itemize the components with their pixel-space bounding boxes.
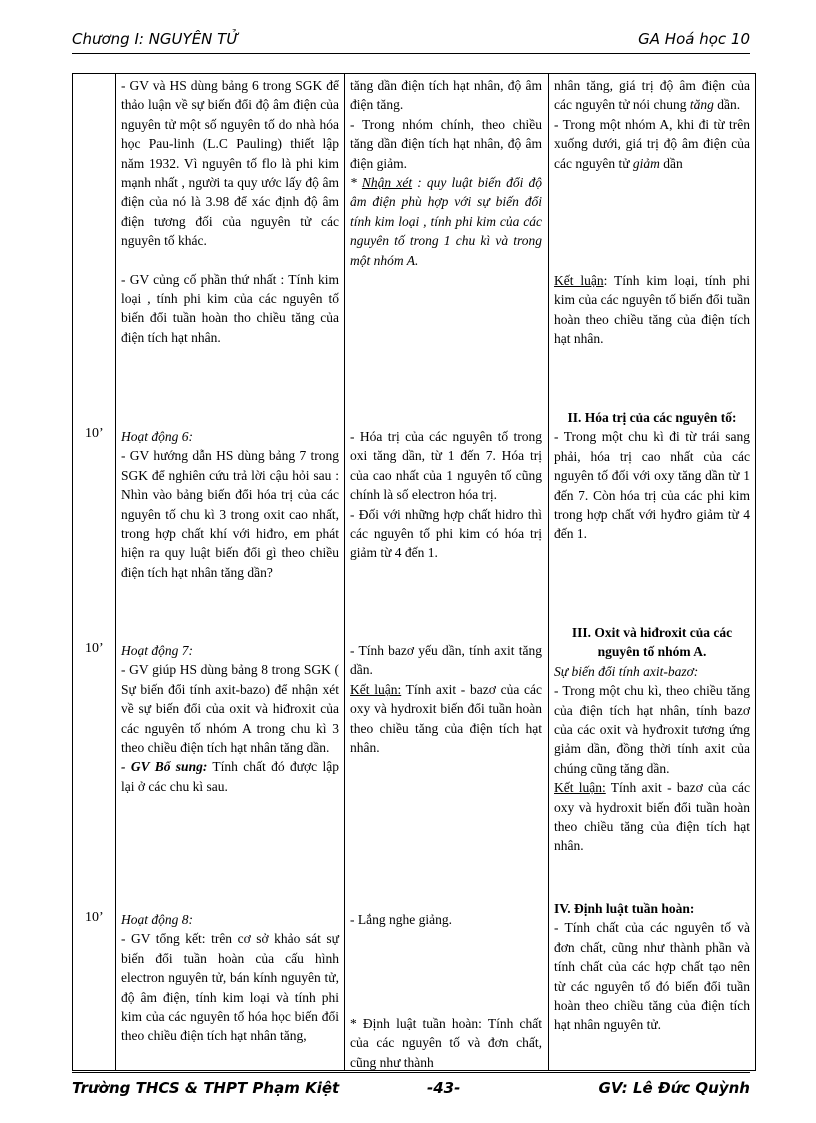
content-p1-b: dần. — [713, 97, 741, 113]
student-hd7-text1: - Tính bazơ yếu dần, tính axit tăng dần. — [350, 643, 542, 678]
col-divider-2 — [344, 74, 345, 1070]
content-p1 — [554, 76, 750, 115]
content-p2-it: giảm — [632, 155, 660, 171]
page-footer — [72, 1079, 750, 1103]
content-column — [554, 76, 750, 173]
col-divider-1 — [115, 74, 116, 1070]
page-number: -43- — [427, 1079, 461, 1097]
col-divider-3 — [548, 74, 549, 1070]
content-section-3 — [554, 623, 750, 856]
student-p2: - Trong nhóm chính, theo chiều tăng dần điện tích hạt nhân, độ âm điện giảm. — [350, 116, 542, 171]
section-3-text: - Trong một chu kì, theo chiều tăng của điện tích hạt nhân, tính bazơ của các oxit và hyđroxit tương ứng giảm dần, đồng thời tính axit của chúng cũng tăng dần. — [554, 683, 750, 776]
footer-divider — [72, 1072, 750, 1073]
student-column — [350, 76, 542, 270]
hd8-title: Hoạt động 8: — [121, 912, 193, 927]
content-section-4 — [554, 899, 750, 1035]
header-subject: GA Hoá học 10 — [638, 30, 750, 48]
section-4-title: IV. Định luật tuần hoàn: — [554, 901, 695, 916]
footer-teacher: GV: Lê Đức Quỳnh — [598, 1079, 750, 1097]
page-header — [72, 30, 750, 54]
content-p2-a: - Trong một nhóm A, khi đi từ trên xuống dưới, giá trị độ âm điện của các nguyên tử — [554, 116, 750, 171]
student-hd8 — [350, 910, 542, 929]
section-2-title: II. Hóa trị của các nguyên tố: — [567, 410, 737, 425]
hd7-title: Hoạt động 7: — [121, 643, 193, 658]
content-p2 — [554, 115, 750, 173]
section-3-conclusion — [554, 778, 750, 856]
teacher-hd6 — [121, 427, 339, 582]
content-kl-text: : Tính kim loại, tính phi kim của các nguyên tố biến đổi tuần hoàn theo chiều tăng của điện tích hạt nhân. — [554, 273, 750, 347]
note-label: Nhận xét — [361, 175, 413, 191]
student-hd6-text1: - Hóa trị của các nguyên tố trong oxi tăng dần, từ 1 đến 7. Hóa trị của cao nhất của 1 nguyên tố cũng chính là số electron hóa trị. — [350, 429, 542, 503]
section-3-kl-label: Kết luận: — [554, 780, 606, 796]
student-note — [350, 173, 542, 270]
teacher-hd7 — [121, 641, 339, 796]
lesson-table — [72, 73, 756, 1071]
hd7-text: - GV giúp HS dùng bảng 8 trong SGK ( Sự biến đổi tính axit-bazo) để nhận xét về sự biến đổi của oxit và hiđroxit của các nguyên tố nhóm A trong chu kì 3 theo chiều điện tích hạt nhân tăng dần. — [121, 662, 339, 756]
hd7-conclusion-text: Tính axit - bazơ của các oxy và hydroxit biến đổi tuần hoàn theo chiều tăng của điện tích hạt nhân. — [350, 681, 542, 756]
header-chapter: Chương I: NGUYÊN TỬ — [72, 30, 239, 48]
footer-school: Trường THCS & THPT Phạm Kiệt — [72, 1079, 340, 1097]
teacher-column — [121, 76, 339, 347]
student-hd7-conclusion — [350, 680, 542, 758]
section-2-text: - Trong một chu kì đi từ trái sang phải, hóa trị cao nhất của các nguyên tố đối với oxy tăng dần từ 1 đến 7. Còn hóa trị của các phi kim trong hợp chất với hyđro giảm từ 4 đến 1. — [554, 429, 750, 542]
content-kl-label: Kết luận — [554, 273, 604, 288]
note-text: : quy luật biến đổi độ âm điện phù hợp với sự biến đổi tính kim loại , tính phi kim của các nguyên tố trong 1 chu kì và trong một nhóm A. — [350, 175, 543, 268]
section-3-title: III. Oxit và hiđroxit của các nguyên tố nhóm A. — [571, 625, 733, 660]
content-p1-a: nhân tăng, giá trị độ âm điện của các nguyên tử nói chung — [554, 78, 750, 113]
header-divider — [72, 53, 750, 54]
teacher-p1: - GV và HS dùng bảng 6 trong SGK để thảo luận về sự biến đổi độ âm điện của nguyên tử một số nguyên tố do nhà hóa học Pau-linh (L.C Pauling) thiết lập năm 1932. Vì nguyên tố flo là phi kim mạnh nhất , người ta quy ước lấy độ âm điện của nó là 3.98 để xác định độ âm điện tương đối của nguyên tử các nguyên tố khác. — [121, 78, 339, 249]
student-hd8-law — [350, 1014, 542, 1072]
content-conclusion — [554, 271, 750, 349]
section-4-text: - Tính chất của các nguyên tố và đơn chất, cũng như thành phần và tính chất của các hợp chất tạo nên từ các nguyên tố đó biến đổi tuần hoàn theo chiều tăng của điện tích hạt nhân nguyên tử. — [554, 920, 750, 1033]
hd7-supplement — [121, 757, 339, 796]
teacher-p2: - GV củng cố phần thứ nhất : Tính kim loại , tính phi kim của các nguyên tố biến đổi tuần hoàn tho chiều tăng của điện tích hạt nhân. — [121, 271, 339, 345]
note-prefix: * — [350, 175, 362, 191]
hd6-text: - GV hướng dẫn HS dùng bảng 7 trong SGK để nghiên cứu trả lời cậu hỏi sau : Nhìn vào bảng biến đổi hóa trị của các nguyên tố chu kì 3 trong oxit cao nhất, trong hợp chất khí với hiđro, em phát hiện ra quy luật biến đổi gì theo chiều điện tích hạt nhân tăng dần? — [121, 448, 339, 580]
hd7-supp-text: Tính chất đó được lập lại ở các chu kì sau. — [121, 759, 339, 794]
hd7-supp-label: - GV Bổ sung: — [121, 759, 208, 775]
time-hd6: 10’ — [85, 426, 104, 441]
time-hd7: 10’ — [85, 641, 104, 656]
hd8-text: - GV tổng kết: trên cơ sở khảo sát sự biến đổi tuần hoàn của cấu hình electron nguyên tử, bán kính nguyên tử, độ âm điện, tính kim loại và tính phi kim của các nguyên tố hóa học biến đổi theo chiều điện tích hạt nhân tăng, — [121, 931, 339, 1044]
student-p1: tăng dần điện tích hạt nhân, độ âm điện tăng. — [350, 78, 542, 113]
content-p1-it: tăng — [689, 97, 714, 113]
content-section-2 — [554, 408, 750, 544]
student-hd8-text2: * Định luật tuần hoàn: Tính chất của các nguyên tố và đơn chất, cũng như thành — [350, 1016, 542, 1070]
hd6-title: Hoạt động 6: — [121, 429, 193, 444]
student-hd6 — [350, 427, 542, 563]
teacher-hd8 — [121, 910, 339, 1046]
content-p2-b: dần — [659, 155, 683, 171]
time-hd8: 10’ — [85, 910, 104, 925]
student-hd6-text2: - Đối với những hợp chất hidro thì các nguyên tố phi kim có hóa trị giảm từ 4 đến 1. — [350, 506, 542, 561]
content-kl — [554, 271, 750, 349]
hd7-conclusion-label: Kết luận: — [350, 681, 402, 697]
student-hd8-text1: - Lắng nghe giảng. — [350, 912, 452, 927]
section-3-sub: Sự biến đổi tính axit-bazơ: — [554, 663, 699, 679]
section-3-kl-text: Tính axit - bazơ của các oxy và hydroxit biến đổi tuần hoàn theo chiều tăng của điện tích hạt nhân. — [554, 780, 750, 854]
student-hd7 — [350, 641, 542, 757]
